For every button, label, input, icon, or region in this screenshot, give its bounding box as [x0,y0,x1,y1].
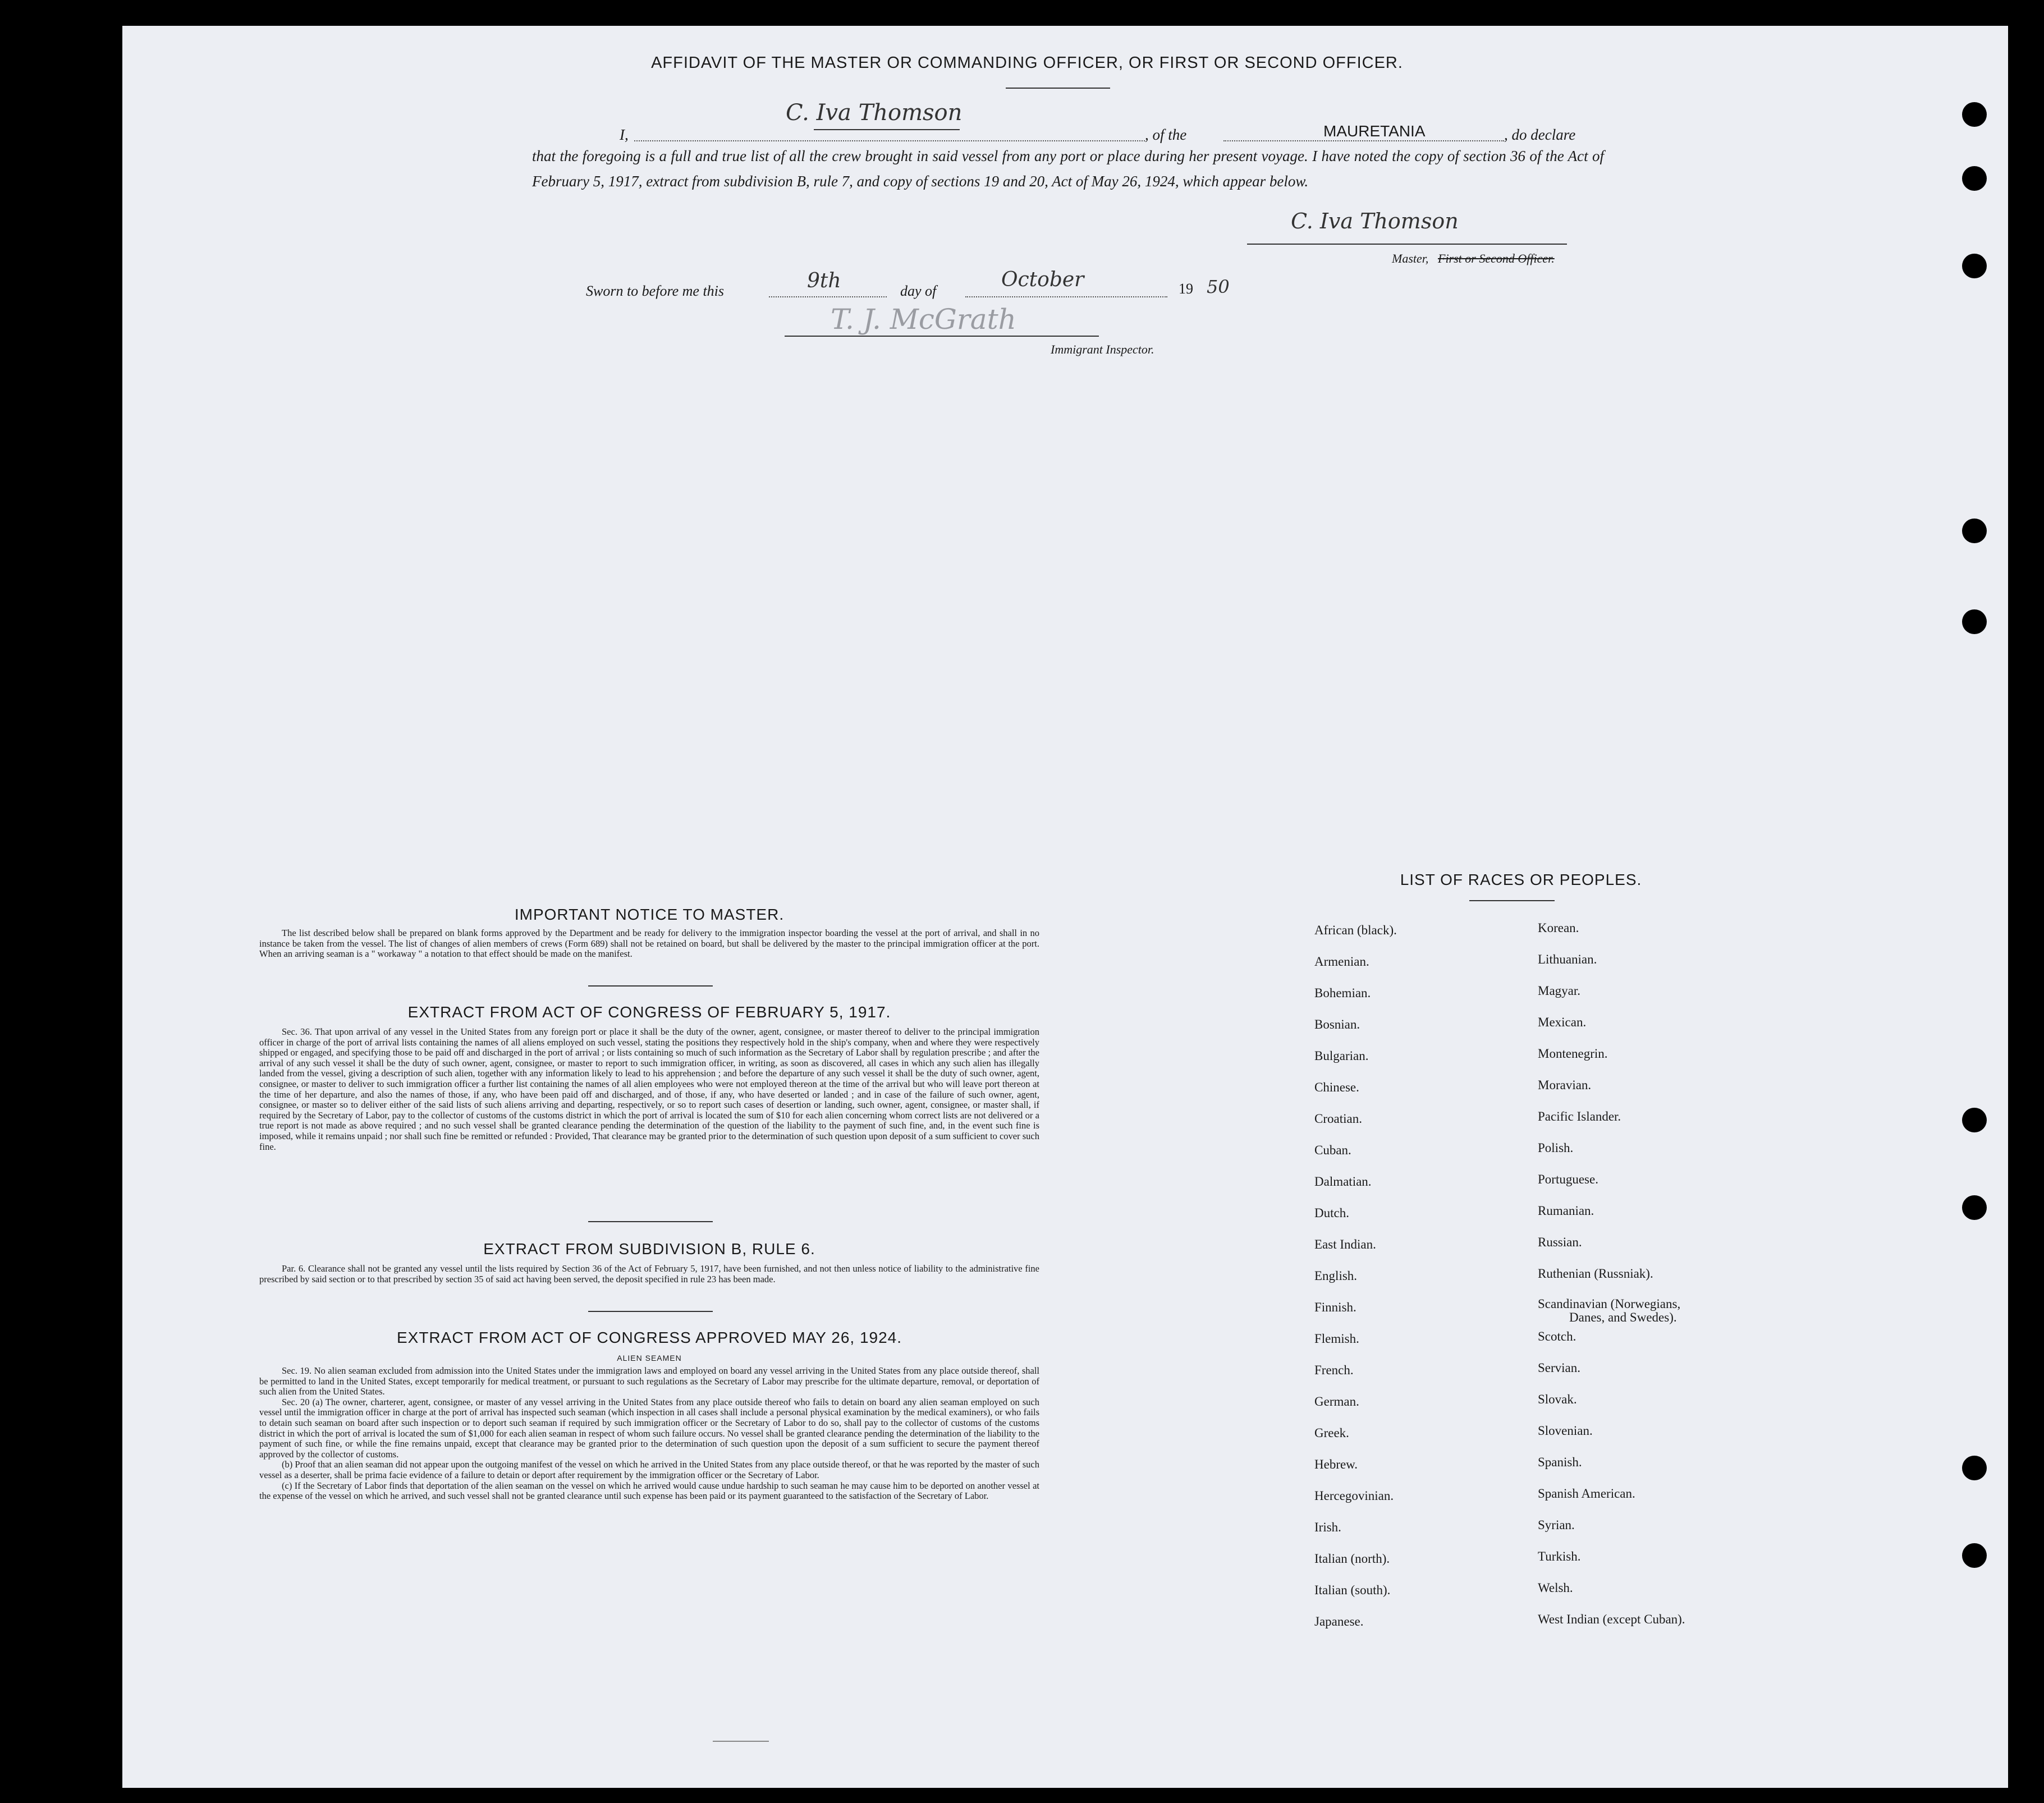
race-item: Finnish. [1314,1300,1356,1314]
notice-paragraph: The list described below shall be prepared on blank forms approved by the Department and be ready for delivery to the immigration inspector boarding the vessel at the port of arrival, and shall in no instance be taken from the vessel. The list of changes of alien members of crews (Form 689) shall not be retained on board, but shall be delivered by the master to the principal immigration officer at the port. When an arriving seaman is a " workaway " a notation to that effect should be made on the manifest. [259,928,1039,960]
subdivision-text [259,1264,1039,1284]
binder-hole [1962,1195,1987,1220]
race-item: Slovak. [1538,1392,1577,1406]
binder-hole [1962,519,1987,543]
affidavit-title: AFFIDAVIT OF THE MASTER OR COMMANDING OFFICER, OR FIRST OR SECOND OFFICER. [651,54,1403,72]
sworn-label: Sworn to before me this [586,283,725,299]
race-item: German. [1314,1394,1359,1409]
signature-underline [814,129,960,130]
race-item: West Indian (except Cuban). [1538,1612,1685,1626]
binder-hole [1962,1456,1987,1480]
binder-hole [1962,254,1987,278]
race-item: Montenegrin. [1538,1047,1608,1061]
inspector-label: Immigrant Inspector. [1051,342,1154,356]
race-item: Flemish. [1314,1332,1359,1346]
race-item: Rumanian. [1538,1204,1594,1218]
month-field-line [965,296,1167,297]
section-divider [588,1221,713,1222]
extract-1924-text [259,1366,1039,1502]
race-item: Croatian. [1314,1112,1362,1126]
bottom-mark [713,1741,769,1742]
race-item: Japanese. [1314,1614,1364,1628]
race-item: Slovenian. [1538,1424,1593,1438]
sec-20a-paragraph: Sec. 20 (a) The owner, charterer, agent, consignee, or master of any vessel arriving in the United States from any place outside thereof who fails to detain on board any alien seaman employed on such vessel until the immigration officer in charge at the port of arrival has inspected such seaman (which inspection in all cases shall include a personal physical examination by the medical examiners), or who fails to detain such seaman on board after such inspection or to deport such seaman if required by such immigration officer or the Secretary of Labor to do so, shall pay to the collector of customs of the customs district in which the port of arrival is located the sum of $1,000 for each alien seaman in respect of whom such failure occurs. No vessel shall be granted clearance pending the determination of the liability to the payment of such fine, or while the fine remains unpaid, except that clearance may be granted prior to the determination of such question upon the deposit of a sum sufficient to secure the payment thereof approved by the collector of customs. [259,1396,1039,1460]
races-title: LIST OF RACES OR PEOPLES. [1400,871,1642,888]
extract-1917-title: EXTRACT FROM ACT OF CONGRESS OF FEBRUARY 5, 1917. [407,1003,891,1021]
race-item: Irish. [1314,1520,1341,1534]
binder-hole [1962,102,1987,127]
race-item: Russian. [1538,1235,1582,1249]
master-signature: C. Iva Thomson [1291,209,1459,233]
of-the-label: , of the [1145,126,1187,143]
inspector-signature: T. J. McGrath [831,303,1016,336]
race-item: Hercegovinian. [1314,1489,1394,1503]
race-item: Portuguese. [1538,1172,1598,1186]
extract-1917-paragraph: Sec. 36. That upon arrival of any vessel in the United States from any foreign port or place it shall be the duty of the owner, agent, consignee, or master thereof to deliver to the principal immigration officer in charge of the port of arrival lists containing the names of all aliens employed on such vessel, stating the positions they respectively hold in the ship's company, when and where they were respectively shipped or engaged, and specifying those to be paid off and discharged in the port of arrival ; or lists containing so much of such information as the Secretary of Labor shall by regulation prescribe ; and after the arrival of any such vessel it shall be the duty of such owner, agent, consignee, or master to report to such immigration officer, in writing, as soon as discovered, all cases in which any such alien has illegally landed from the vessel, giving a description of such alien, together with any information likely to lead to his apprehension ; and before the departure of any such vessel it shall be the duty of such owner, agent, consignee, or master to deliver to such immigration officer a further list containing the names of all alien employees who were not employed thereon at the time of the arrival but who will leave port thereon at the time of her departure, and also the names of those, if any, who have been paid off and discharged, and of those, if any, who have deserted or landed ; and in case of the failure of such owner, agent, consignee, or master so to deliver either of the said lists of such aliens arriving and departing, respectively, or so to report such cases of desertion or landing, such owner, agent, consignee, or master shall, if required by the Secretary of Labor, pay to the collector of customs of the customs district in which the port of arrival is located the sum of $10 for each alien concerning whom correct lists are not delivered or a true report is not made as above required ; and no such vessel shall be granted clearance pending the determination of the question of the liability to the payment of such fine, and, in the event such fine is imposed, while it remains unpaid ; nor shall such fine be remitted or refunded : Provided, That clearance may be granted prior to the determination of such question upon deposit of a sum sufficient to cover such fine. [259,1026,1039,1152]
i-label: I, [620,126,629,143]
notice-title: IMPORTANT NOTICE TO MASTER. [514,906,785,923]
inspector-signature-line [785,336,1099,337]
name-field-line [634,140,1145,141]
race-item: Armenian. [1314,955,1369,969]
binder-hole [1962,166,1987,191]
alien-seamen-subtitle: ALIEN SEAMEN [617,1354,682,1362]
title-divider [1006,88,1110,89]
race-item: Korean. [1538,921,1579,935]
subdivision-title: EXTRACT FROM SUBDIVISION B, RULE 6. [483,1240,815,1258]
race-item: East Indian. [1314,1237,1376,1251]
section-divider [588,1311,713,1312]
vessel-name: MAURETANIA [1323,122,1426,140]
race-item: Chinese. [1314,1080,1359,1094]
do-declare-label: , do declare [1504,126,1576,143]
sec-20b-paragraph: (b) Proof that an alien seaman did not appear upon the outgoing manifest of the vessel on which he arrived in the United States from any place outside thereof, or that he was reported by the master of such vessel as a deserter, shall be prima facie evidence of a failure to detain or deport after requirement by the immigration officer or the Secretary of Labor. [259,1459,1039,1480]
race-item: Spanish American. [1538,1487,1635,1501]
race-item: French. [1314,1363,1354,1377]
binder-hole [1962,1108,1987,1132]
race-item: African (black). [1314,923,1397,937]
year-suffix: 50 [1207,276,1230,297]
race-item: Moravian. [1538,1078,1592,1092]
extract-1924-title: EXTRACT FROM ACT OF CONGRESS APPROVED MAY 26, 1924. [396,1329,902,1346]
extract-1917-text [259,1027,1039,1152]
master-signature-line [1247,244,1567,245]
sec-20c-paragraph: (c) If the Secretary of Labor finds that deportation of the alien seaman on the vessel on which he arrived would cause undue hardship to such seaman he may cause him to be deported on another vessel at the expense of the vessel on which he arrived, and such vessel shall not be granted clearance until such expense has been paid or its payment guaranteed to the satisfaction of the Secretary of Labor. [259,1480,1039,1502]
race-item: Bulgarian. [1314,1049,1369,1063]
vessel-field-line [1223,140,1504,141]
race-item: Greek. [1314,1426,1349,1440]
sworn-month: October [1001,268,1084,291]
race-item: Scotch. [1538,1329,1576,1343]
race-item: Dutch. [1314,1206,1349,1220]
binder-hole [1962,609,1987,634]
day-of-label: day of [900,283,937,299]
race-item: Turkish. [1538,1549,1581,1563]
races-divider [1469,900,1555,901]
race-item: Pacific Islander. [1538,1109,1621,1123]
race-item-continuation: Danes, and Swedes). [1569,1310,1677,1324]
sworn-day: 9th [807,269,841,292]
race-item: Mexican. [1538,1015,1587,1029]
section-divider [588,985,713,987]
subdivision-paragraph: Par. 6. Clearance shall not be granted any vessel until the lists required by Section 36 of the Act of February 5, 1917, have been furnished, and not then unless notice of liability to the administrative fine prescribed by said section or to that prescribed by section 35 of said act having been served, the deposit specified in rule 23 has been made. [259,1263,1039,1284]
race-item: Polish. [1538,1141,1574,1155]
race-item: Hebrew. [1314,1457,1358,1471]
struck-officer-label: First or Second Officer. [1438,251,1555,265]
race-item: Magyar. [1538,984,1581,998]
year-prefix: 19 [1179,281,1193,297]
day-field-line [769,296,887,297]
race-item: Bosnian. [1314,1017,1360,1031]
race-item: Dalmatian. [1314,1175,1372,1189]
race-item: Cuban. [1314,1143,1351,1157]
sec-19-paragraph: Sec. 19. No alien seaman excluded from admission into the United States under the immigration laws and employed on board any vessel arriving in the United States from any place outside thereof, shall be permitted to land in the United States, except temporarily for medical treatment, or pursuant to such regulations as the Secretary of Labor may prescribe for the ultimate departure, removal, or deportation of such alien from the United States. [259,1365,1039,1397]
race-item: Scandinavian (Norwegians, [1538,1297,1681,1311]
race-item: English. [1314,1269,1358,1283]
race-item: Italian (north). [1314,1552,1390,1566]
master-label: Master, [1392,251,1429,265]
declaration-text: that the foregoing is a full and true list of all the crew brought in said vessel from any port or place during her present voyage. I have noted the copy of section 36 of the Act of February 5, 1917, extract from subdivision B, rule 7, and copy of sections 19 and 20, Act of May 26, 1924, which appear below. [532,148,1604,190]
race-item: Italian (south). [1314,1583,1391,1597]
name-signature: C. Iva Thomson [786,100,963,126]
race-item: Servian. [1538,1361,1581,1375]
notice-text [259,928,1039,960]
race-item: Lithuanian. [1538,952,1597,966]
race-item: Welsh. [1538,1581,1573,1595]
race-item: Spanish. [1538,1455,1582,1469]
binder-hole [1962,1543,1987,1568]
race-item: Ruthenian (Russniak). [1538,1267,1653,1281]
race-item: Bohemian. [1314,986,1371,1000]
race-item: Syrian. [1538,1518,1575,1532]
